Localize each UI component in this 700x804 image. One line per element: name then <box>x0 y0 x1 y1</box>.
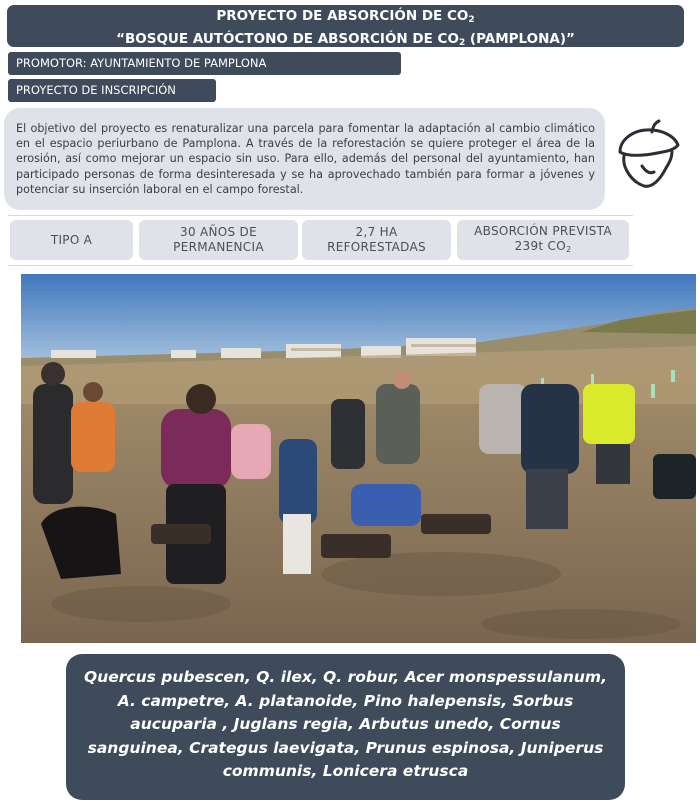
reforestation-photo <box>21 274 696 643</box>
stat-permanencia: 30 AÑOS DE PERMANENCIA <box>139 220 298 260</box>
species-list: Quercus pubescen, Q. ilex, Q. robur, Acer monspessulanum, A. campetre, A. platanoide, Pino halepensis, Sorbus aucuparia , Juglans regia, Arbutus unedo, Cornus sanguinea, Crategus laevigata, Prunus espinosa, Juniperus communis, Lonicera etrusca <box>66 654 625 800</box>
project-type-label: PROYECTO DE INSCRIPCIÓN <box>8 79 216 102</box>
project-title-bar <box>7 5 684 47</box>
promotor-label: PROMOTOR: AYUNTAMIENTO DE PAMPLONA <box>8 52 401 75</box>
project-description: El objetivo del proyecto es renaturalizar una parcela para fomentar la adaptación al cambio climático en el espacio periurbano de Pamplona. A través de la reforestación se quiere proteger el área de la erosión, así como mejorar un espacio sin uso. Para ello, además del personal del ayuntamiento, han participado personas de forma desinteresada y se ha aprovechado también para formar a jóvenes y potenciar su inserción laboral en el campo forestal. <box>4 108 605 210</box>
stat-absorcion: ABSORCIÓN PREVISTA 239t $CO_2$ <box>457 220 629 260</box>
divider-top <box>8 215 633 216</box>
divider-bottom <box>8 265 633 266</box>
stat-superficie: 2,7 HA REFORESTADAS <box>302 220 451 260</box>
acorn-icon <box>612 118 682 190</box>
title-line-1: PROYECTO DE ABSORCIÓN DE $CO_2$ <box>216 8 475 25</box>
title-line-2: “BOSQUE AUTÓCTONO DE ABSORCIÓN DE $CO_2$ (PAMPLONA)” <box>116 31 575 48</box>
stat-tipo: TIPO A <box>10 220 133 260</box>
